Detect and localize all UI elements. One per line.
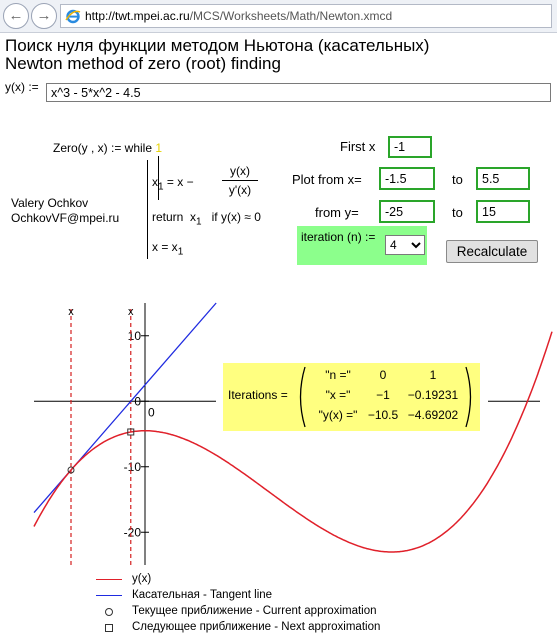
ie-icon (65, 8, 81, 24)
matrix-cell: −4.69202 (407, 408, 459, 422)
while-condition: 1 (155, 141, 163, 155)
program-bracket (147, 160, 148, 259)
return-var: x (190, 210, 197, 224)
program-header-text: Zero(y , x) := while (53, 141, 153, 155)
matrix-cell: −1 (376, 388, 390, 402)
x-tick-label: 0 (148, 405, 155, 420)
legend-marker-square (105, 624, 113, 632)
matrix-cell: "n =" (325, 368, 351, 382)
vline-label: x (128, 306, 134, 318)
matrix-cell: −0.19231 (407, 388, 459, 402)
y-tick-label: 0 (134, 394, 141, 409)
legend-swatch-tangent (96, 595, 122, 596)
step-denominator: y'(x) (228, 183, 252, 197)
plot-from-label: Plot from x= (292, 172, 362, 187)
y-tick-label: -20 (123, 525, 141, 540)
recalculate-button[interactable]: Recalculate (446, 240, 538, 263)
step-eq: = x − (166, 175, 194, 189)
iterations-panel (223, 363, 480, 431)
matrix-cell: 1 (429, 368, 437, 382)
function-label: y(x) := (5, 80, 39, 94)
function-input[interactable] (46, 83, 551, 102)
legend-label-next: Следующее приближение - Next approximation (132, 621, 381, 633)
author-name: Valery Ochkov (11, 196, 89, 210)
back-button[interactable]: ← (3, 3, 29, 29)
step-var: x (152, 175, 158, 189)
from-y-label: from y= (315, 205, 359, 220)
page-title-en: Newton method of zero (root) finding (5, 54, 281, 73)
iterations-label: Iterations = (228, 388, 288, 402)
legend-label-tangent: Касательная - Tangent line (132, 589, 273, 601)
plot-to-label: to (452, 172, 463, 187)
plot-layer (34, 303, 552, 565)
to-y-input[interactable] (476, 200, 530, 223)
matrix-right-paren (464, 365, 476, 429)
url-text (85, 5, 392, 27)
program-step (152, 175, 194, 192)
forward-button[interactable]: → (31, 3, 57, 29)
assign-sub: 1 (177, 246, 184, 258)
first-x-label: First x (340, 139, 376, 154)
assign-eq: = x (161, 240, 178, 254)
y-tick-label: -10 (123, 459, 141, 474)
program-assign (152, 240, 183, 257)
matrix-cell: "y(x) =" (318, 408, 358, 422)
return-cond: if y(x) ≈ 0 (211, 210, 261, 224)
step-sub: 1 (158, 181, 164, 193)
plot-from-input[interactable] (379, 167, 435, 190)
legend-label-current: Текущее приближение - Current approximation (132, 605, 377, 617)
return-word: return (152, 210, 184, 224)
plot-to-input[interactable] (476, 167, 530, 190)
return-sub: 1 (196, 216, 202, 228)
first-x-input[interactable] (388, 136, 432, 158)
matrix-cell: "x =" (325, 388, 351, 402)
program-return (152, 210, 261, 227)
iteration-label: iteration (n) := (301, 230, 376, 244)
fraction-line (222, 180, 258, 181)
browser-toolbar (0, 0, 557, 33)
page-title-ru: Поиск нуля функции методом Ньютона (касательных) (5, 36, 430, 55)
matrix-cell: −10.5 (367, 408, 399, 422)
y-tick-label: 10 (127, 328, 141, 343)
from-y-input[interactable] (379, 200, 435, 223)
newton-plot (0, 295, 557, 635)
legend-label-curve: y(x) (132, 573, 152, 585)
matrix-cell: 0 (379, 368, 387, 382)
assign-var: x (152, 240, 158, 254)
legend-marker-circle (105, 608, 113, 616)
address-bar[interactable] (60, 4, 552, 28)
vline-label: x (68, 306, 74, 318)
matrix-left-paren (295, 365, 307, 429)
step-numerator: y(x) (230, 164, 250, 178)
url-host: http://twt.mpei.ac.ru (85, 9, 190, 23)
url-path: /MCS/Worksheets/Math/Newton.xmcd (189, 9, 393, 23)
iteration-select[interactable] (385, 235, 425, 255)
legend-swatch-curve (96, 579, 122, 580)
program-header (53, 141, 162, 155)
author-email: OchkovVF@mpei.ru (11, 211, 120, 225)
to-y-label: to (452, 205, 463, 220)
